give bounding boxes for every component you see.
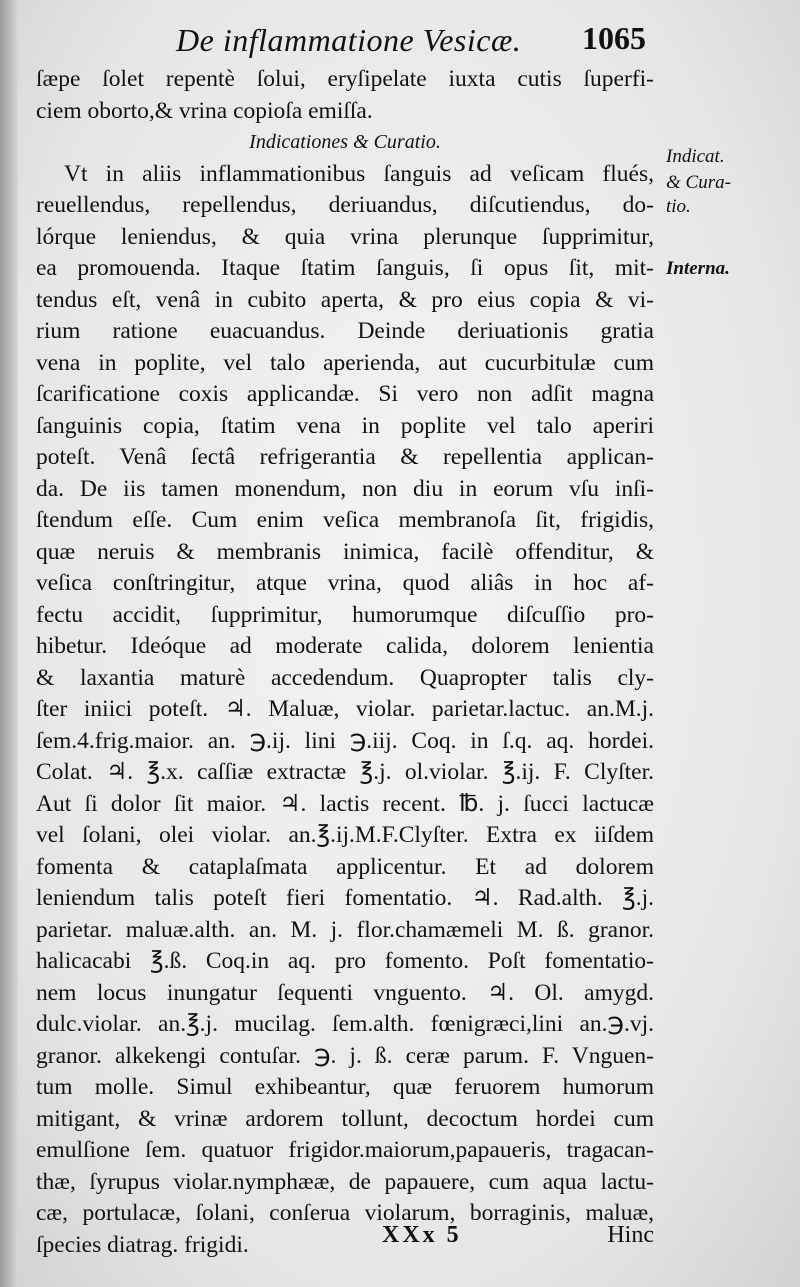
- text-line: ſanguinis copia, ſtatim vena in poplite vel talo aperiri: [36, 412, 654, 439]
- text-line: ea promouenda. Itaque ſtatim ſanguis, ſi opus ſit, mit-: [36, 255, 654, 281]
- text-line: ſter iniici poteſt. ♃. Maluæ, violar. parietar.lactuc. an.M.j.: [36, 696, 654, 722]
- section-heading: Indicationes & Curatio.: [249, 131, 441, 153]
- text-line: tum molle. Simul exhibeantur, quæ feruorem humorum: [36, 1074, 654, 1100]
- text-line: fomenta & cataplaſmata applicentur. Et ad dolorem: [36, 853, 654, 880]
- margin-note-tio: tio.: [666, 196, 691, 217]
- text-line: ſtendum eſſe. Cum enim veſica membranoſa ſit, frigidis,: [36, 507, 654, 533]
- text-line: emulſione ſem. quatuor frigidor.maiorum,papaueris, tragacan-: [36, 1137, 654, 1163]
- text-line: granor. alkekengi contuſar. ℈. j. ß. ceræ parum. F. Vnguen-: [36, 1042, 654, 1069]
- text-line: ſem.4.frig.maior. an. ℈.ij. lini ℈.iij. Coq. in ſ.q. aq. hordei.: [36, 727, 654, 754]
- text-line: halicacabi ℥.ß. Coq.in aq. pro fomento. Poſt fomentatio-: [36, 948, 654, 974]
- catchword: Hinc: [607, 1222, 654, 1248]
- signature-mark: XXx 5: [382, 1222, 462, 1248]
- text-line: parietar. maluæ.alth. an. M. j. flor.chamæmeli M. ß. granor.: [36, 916, 654, 943]
- text-line: dulc.violar. an.℥.j. mucilag. ſem.alth. fœnigræci,lini an.℈.vj.: [36, 1011, 654, 1037]
- running-head: [36, 18, 646, 58]
- body-text: [36, 64, 654, 1261]
- text-line: da. De iis tamen monendum, non diu in eorum vſu inſi-: [36, 475, 654, 502]
- margin-note-cura: & Cura-: [666, 172, 731, 193]
- text-line: Vt in aliis inflammationibus ſanguis ad veſicam flués,: [64, 160, 654, 187]
- text-line: veſica conſtringitur, atque vrina, quod aliâs in hoc af-: [36, 570, 654, 596]
- text-line: nem locus inungatur ſequenti vnguento. ♃. Ol. amygd.: [36, 979, 654, 1006]
- text-line: hibetur. Ideóque ad moderate calida, dolorem lenientia: [36, 633, 654, 659]
- text-line: ſcarificatione coxis applicandæ. Si vero non adſit magna: [36, 381, 654, 407]
- text-line: rium ratione euacuandus. Deinde deriuationis gratia: [36, 318, 654, 344]
- text-line: ſæpe ſolet repentè ſolui, eryſipelate iuxta cutis ſuperfi-: [36, 66, 654, 92]
- text-line: mitigant, & vrinæ ardorem tollunt, decoctum hordei cum: [36, 1105, 654, 1132]
- text-line: reuellendus, repellendus, deriuandus, diſcutiendus, do-: [36, 192, 654, 218]
- text-line: thæ, ſyrupus violar.nymphææ, de papauere, cum aqua lactu-: [36, 1168, 654, 1195]
- text-line: ſpecies diatrag. frigidi.: [36, 1231, 249, 1258]
- text-line: vena in poplite, vel talo aperienda, aut cucurbitulæ cum: [36, 349, 654, 376]
- text-line: leniendum talis poteſt fieri fomentatio. ♃. Rad.alth. ℥.j.: [36, 885, 654, 911]
- text-line: quæ neruis & membranis inimica, facilè offenditur, &: [36, 538, 654, 565]
- text-line: fectu accidit, ſupprimitur, humorumque diſcuſſio pro-: [36, 601, 654, 628]
- text-line: & laxantia maturè accedendum. Quapropter talis cly-: [36, 664, 654, 691]
- text-line: poteſt. Venâ ſectâ refrigerantia & repellentia applican-: [36, 444, 654, 470]
- text-line: lórque leniendus, & quia vrina plerunque ſupprimitur,: [36, 223, 654, 250]
- margin-note-interna: Interna.: [666, 258, 730, 279]
- text-line: cæ, portulacæ, ſolani, conſerua violarum, borraginis, maluæ,: [36, 1200, 654, 1226]
- page-number: 1065: [582, 20, 646, 56]
- margin-note-indicat: Indicat.: [666, 146, 725, 167]
- text-line: vel ſolani, olei violar. an.℥.ij.M.F.Clyſter. Extra ex iiſdem: [36, 822, 654, 848]
- text-line: Colat. ♃. ℥.x. caſſiæ extractæ ℥.j. ol.violar. ℥.ij. F. Clyſter.: [36, 759, 654, 785]
- text-line: ciem oborto,& vrina copioſa emiſſa.: [36, 97, 373, 124]
- text-line: tendus eſt, venâ in cubito aperta, & pro eius copia & vi-: [36, 286, 654, 313]
- text-line: Aut ſi dolor ſit maior. ♃. lactis recent. ℔. j. ſucci lactucæ: [36, 790, 654, 817]
- page-footer: [36, 1218, 654, 1254]
- binding-gutter: [0, 0, 18, 1287]
- running-title: De inflammatione Vesicæ.: [176, 22, 522, 58]
